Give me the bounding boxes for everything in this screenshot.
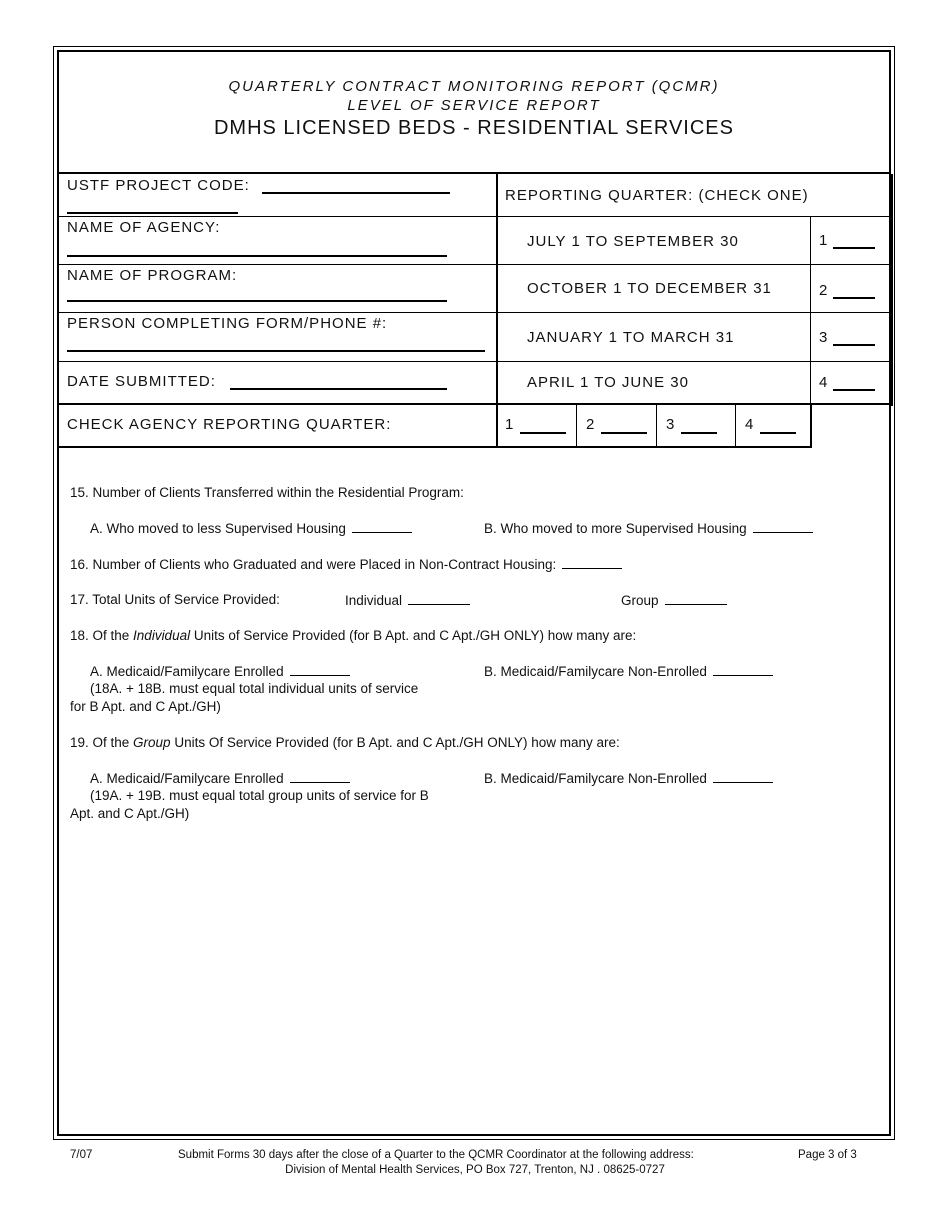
quarter-check-field[interactable] (833, 344, 875, 346)
person-phone-field[interactable] (67, 350, 485, 352)
row-divider (57, 361, 893, 362)
question-15a (90, 520, 412, 536)
question-16 (70, 556, 622, 572)
agency-field[interactable] (67, 255, 447, 257)
reporting-quarter-header: REPORTING QUARTER: (CHECK ONE) (505, 187, 809, 204)
check-number: 4 (745, 416, 755, 433)
header-divider (57, 172, 891, 174)
project-code-field-continued[interactable] (67, 212, 238, 214)
question-17-label: 17. Total Units of Service Provided: (70, 592, 280, 607)
question-17-individual (345, 592, 470, 608)
question-19b-field[interactable] (713, 770, 773, 783)
question-18-pre: 18. Of the (70, 628, 134, 643)
question-18 (70, 628, 636, 643)
question-19b-label: B. Medicaid/Familycare Non-Enrolled (484, 771, 707, 786)
check-field-4[interactable] (760, 432, 796, 434)
question-17-group (621, 592, 727, 608)
program-label: NAME OF PROGRAM: (67, 267, 238, 284)
table-bottom-border (57, 446, 812, 448)
individual-label: Individual (345, 593, 403, 608)
row-divider (57, 216, 893, 217)
row-divider (57, 403, 893, 405)
question-16-field[interactable] (562, 556, 622, 569)
check-cell-divider (656, 404, 657, 447)
question-15a-label: A. Who moved to less Supervised Housing (90, 521, 346, 536)
date-submitted-label: DATE SUBMITTED: (67, 373, 216, 390)
question-19b (484, 770, 773, 786)
footer-address: Division of Mental Health Services, PO Box 727, Trenton, NJ . 08625-0727 (285, 1164, 665, 1176)
question-15a-field[interactable] (352, 520, 412, 533)
quarter-check-field[interactable] (833, 389, 875, 391)
check-field-1[interactable] (520, 432, 566, 434)
question-19-note: (19A. + 19B. must equal total group units of service for B (90, 788, 429, 803)
quarter-label: JANUARY 1 TO MARCH 31 (527, 329, 735, 346)
row-divider (57, 312, 893, 313)
question-19a-label: A. Medicaid/Familycare Enrolled (90, 771, 284, 786)
question-18-post: Units of Service Provided (for B Apt. and C Apt./GH ONLY) how many are: (190, 628, 637, 643)
quarter-number: 1 (819, 232, 829, 249)
footer-instructions: Submit Forms 30 days after the close of a Quarter to the QCMR Coordinator at the following address: (178, 1149, 694, 1161)
question-18a (90, 663, 350, 679)
form-title-main: DMHS LICENSED BEDS - RESIDENTIAL SERVICES (213, 117, 734, 139)
table-right-border (891, 174, 893, 406)
question-19a-field[interactable] (290, 770, 350, 783)
question-16-label: 16. Number of Clients who Graduated and were Placed in Non-Contract Housing: (70, 557, 557, 572)
date-submitted-field[interactable] (230, 388, 447, 390)
quarter-check-field[interactable] (833, 247, 875, 249)
question-19-note-continued: Apt. and C Apt./GH) (70, 806, 190, 821)
check-number: 2 (586, 416, 596, 433)
quarter-label: OCTOBER 1 TO DECEMBER 31 (527, 280, 772, 297)
quarter-number: 2 (819, 282, 829, 299)
question-18b-label: B. Medicaid/Familycare Non-Enrolled (484, 664, 707, 679)
question-18-emphasis: Individual (133, 628, 191, 643)
table-num-col-border (810, 216, 811, 406)
question-19a (90, 770, 350, 786)
question-19 (70, 735, 620, 750)
agency-label: NAME OF AGENCY: (67, 219, 221, 236)
project-code-label: USTF PROJECT CODE: (67, 177, 250, 194)
check-number: 3 (666, 416, 676, 433)
question-17-individual-field[interactable] (408, 592, 470, 605)
check-field-2[interactable] (601, 432, 647, 434)
question-18-note-continued: for B Apt. and C Apt./GH) (70, 699, 221, 714)
quarter-check-field[interactable] (833, 297, 875, 299)
question-15: 15. Number of Clients Transferred within the Residential Program: (70, 485, 464, 500)
program-field[interactable] (67, 300, 447, 302)
quarter-label: JULY 1 TO SEPTEMBER 30 (527, 233, 739, 250)
row-divider (57, 264, 893, 265)
question-18a-label: A. Medicaid/Familycare Enrolled (90, 664, 284, 679)
quarter-label: APRIL 1 TO JUNE 30 (527, 374, 689, 391)
question-15b-field[interactable] (753, 520, 813, 533)
question-15b-label: B. Who moved to more Supervised Housing (484, 521, 747, 536)
question-18a-field[interactable] (290, 663, 350, 676)
form-title-line1: QUARTERLY CONTRACT MONITORING REPORT (QCMR) (228, 78, 720, 95)
check-field-3[interactable] (681, 432, 717, 434)
question-18-note: (18A. + 18B. must equal total individual units of service (90, 681, 419, 696)
quarter-number: 3 (819, 329, 829, 346)
project-code-field[interactable] (262, 192, 450, 194)
footer-date: 7/07 (70, 1149, 93, 1161)
check-number: 1 (505, 416, 515, 433)
check-cell-divider (576, 404, 577, 447)
footer-page-number: Page 3 of 3 (798, 1149, 857, 1161)
question-19-post: Units Of Service Provided (for B Apt. and C Apt./GH ONLY) how many are: (170, 735, 620, 750)
check-quarter-label: CHECK AGENCY REPORTING QUARTER: (67, 416, 392, 433)
question-19-pre: 19. Of the (70, 735, 134, 750)
question-17-group-field[interactable] (665, 592, 727, 605)
quarter-number: 4 (819, 374, 829, 391)
group-label: Group (621, 593, 659, 608)
question-18b-field[interactable] (713, 663, 773, 676)
check-cell-divider (735, 404, 736, 447)
check-cell-divider (810, 404, 812, 448)
question-19-emphasis: Group (133, 735, 171, 750)
form-title-line2: LEVEL OF SERVICE REPORT (347, 97, 601, 114)
question-18b (484, 663, 773, 679)
question-15b (484, 520, 813, 536)
person-label: PERSON COMPLETING FORM/PHONE #: (67, 315, 388, 332)
